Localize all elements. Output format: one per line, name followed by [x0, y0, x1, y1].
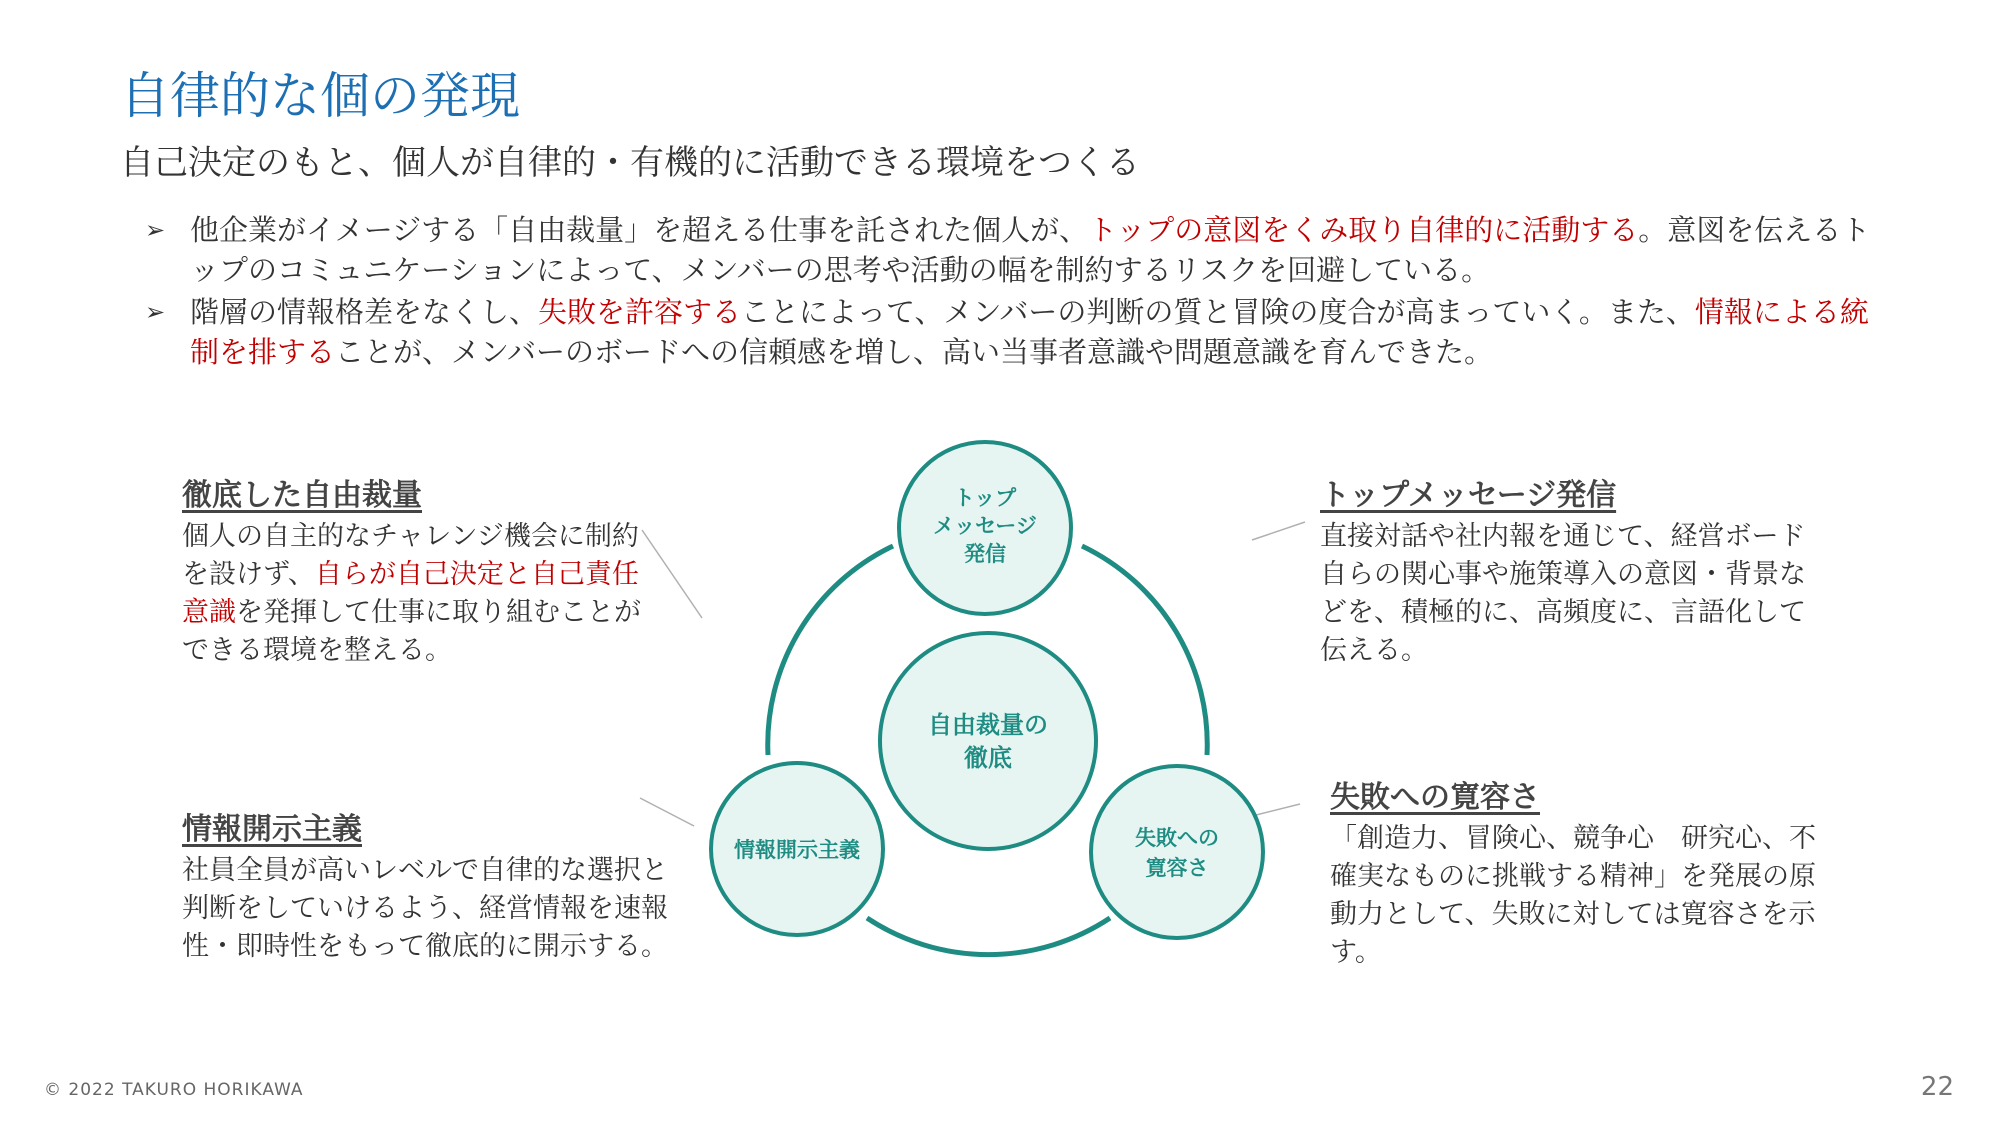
- block-heading: トップメッセージ発信: [1320, 478, 1617, 513]
- ring-arc-right: [1082, 546, 1207, 755]
- node-right-label-2: 寛容さ: [1145, 856, 1209, 880]
- block-body: 個人の自主的なチャレンジ機会に制約を設けず、: [182, 521, 639, 590]
- bullet-highlight: 失敗を許容する: [538, 295, 742, 329]
- page-title: 自律的な個の発現: [120, 67, 520, 125]
- text-block-failure-tolerance: [1330, 776, 1820, 972]
- node-center-label-1: 自由裁量の: [928, 711, 1048, 739]
- node-left-label: 情報開示主義: [734, 838, 860, 862]
- arrow-bullet-icon: ➢: [145, 298, 166, 326]
- node-center: [880, 633, 1096, 849]
- bullet-text: 。意図を伝えるトップのコミュニケーションによって、メンバーの思考や活動の幅を制約するリスクを回避している。: [190, 213, 1871, 287]
- block-highlight: 自らが自己決定と自己責任意識: [182, 559, 639, 628]
- bullet-highlight: トップの意図をくみ取り自律的に活動する: [1088, 213, 1639, 247]
- node-right-label-1: 失敗への: [1135, 826, 1219, 850]
- text-block-free-discretion: [182, 474, 652, 670]
- node-top-label-3: 発信: [964, 542, 1006, 566]
- node-center-label-2: 徹底: [964, 744, 1012, 772]
- node-top-label-2: メッセージ: [933, 514, 1037, 538]
- block-body: を発揮して仕事に取り組むことができる環境を整える。: [182, 597, 641, 666]
- bullet-highlight: 情報による統制を排する: [190, 295, 1869, 369]
- block-body: 社員全員が高いレベルで自律的な選択と判断をしていけるよう、経営情報を速報性・即時性をもって徹底的に開示する。: [182, 855, 668, 962]
- block-body: 直接対話や社内報を通じて、経営ボード自らの関心事や施策導入の意図・背景などを、積極的に、高頻度に、言語化して伝える。: [1320, 521, 1806, 666]
- copyright-footer: © 2022 TAKURO HORIKAWA: [44, 1080, 304, 1100]
- page-number: 22: [1920, 1072, 1954, 1102]
- node-right: [1091, 766, 1263, 938]
- connector-line-bottom-right: [1252, 804, 1300, 816]
- block-heading: 失敗への寛容さ: [1330, 780, 1540, 815]
- ring-arc-left: [768, 546, 893, 755]
- page-subtitle: 自己決定のもと、個人が自律的・有機的に活動できる環境をつくる: [120, 143, 1140, 183]
- node-top-label-1: トップ: [953, 486, 1017, 510]
- connector-line-top-right: [1252, 522, 1305, 540]
- bullet-text: 階層の情報格差をなくし、: [190, 295, 539, 329]
- block-heading: 情報開示主義: [182, 812, 362, 847]
- text-block-information-disclosure: [182, 808, 672, 966]
- block-heading: 徹底した自由裁量: [182, 478, 422, 513]
- bullet-text: 他企業がイメージする「自由裁量」を超える仕事を託された個人が、: [190, 213, 1089, 247]
- ring-arc-bottom: [867, 918, 1110, 955]
- block-body: 「創造力、冒険心、競争心 研究心、不確実なものに挑戦する精神」を発展の原動力として、失敗に対しては寛容さを示す。: [1330, 823, 1816, 968]
- bullet-text: ことによって、メンバーの判断の質と冒険の度合が高まっていく。また、: [741, 295, 1695, 329]
- bullet-text: ことが、メンバーのボードへの信頼感を増し、高い当事者意識や問題意識を育んできた。: [335, 335, 1493, 369]
- arrow-bullet-icon: ➢: [145, 216, 166, 244]
- text-block-top-message: [1320, 474, 1820, 670]
